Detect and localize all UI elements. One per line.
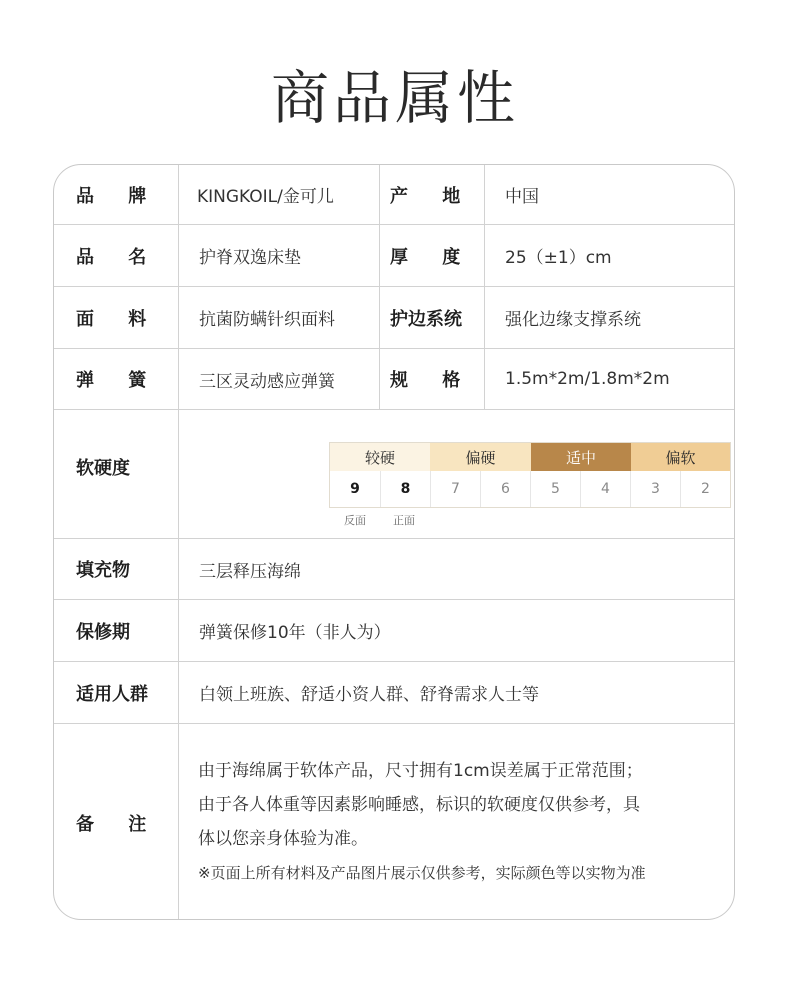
thickness-label: 厚 度 (379, 225, 484, 286)
disclaimer-note: ※页面上所有材料及产品图片展示仅供参考，实际颜色等以实物为准 (198, 864, 646, 882)
hardness-level-firm: 较硬 (330, 443, 430, 471)
hardness-number: 9 (350, 481, 360, 497)
hardness-number: 4 (580, 471, 630, 507)
hardness-number: 6 (480, 471, 530, 507)
product-name-label: 品 名 (76, 246, 161, 268)
table-row-brand (54, 165, 734, 225)
table-row-hardness (54, 410, 734, 539)
hardness-level-medium: 适中 (531, 443, 631, 471)
hardness-scale (329, 442, 731, 508)
hardness-number: 3 (630, 471, 680, 507)
fabric-label: 面 料 (76, 308, 161, 330)
hardness-number: 7 (430, 471, 480, 507)
hardness-label: 软硬度 (76, 458, 130, 479)
hardness-number: 8 (380, 471, 430, 507)
audience-label: 适用人群 (76, 683, 148, 705)
hardness-number: 5 (530, 471, 580, 507)
table-row-notes (54, 724, 734, 920)
fabric-value: 抗菌防螨针织面料 (178, 287, 379, 348)
origin-value: 中国 (484, 165, 734, 224)
size-label: 规 格 (379, 349, 484, 409)
note-line: 由于海绵属于软体产品，尺寸拥有1cm误差属于正常范围； (198, 761, 643, 781)
page-title: 商品属性 (270, 64, 519, 132)
edge-system-value: 强化边缘支撑系统 (484, 287, 734, 348)
filling-value: 三层释压海绵 (178, 539, 735, 599)
note-line: 体以您亲身体验为准。 (198, 829, 368, 849)
spec-table (53, 164, 735, 920)
product-name-value: 护脊双逸床垫 (178, 225, 379, 286)
filling-label: 填充物 (76, 560, 130, 581)
brand-value: KINGKOIL/金可儿 (178, 165, 379, 224)
notes-label: 备 注 (76, 813, 161, 835)
spring-value: 三区灵动感应弹簧 (178, 349, 379, 409)
table-row-fabric (54, 287, 734, 349)
table-row-audience (54, 662, 734, 724)
notes-content (198, 754, 735, 888)
hardness-number: 2 (680, 471, 730, 507)
table-row-warranty (54, 600, 734, 662)
hardness-level-semi-firm: 偏硬 (430, 443, 531, 471)
spring-label: 弹 簧 (76, 370, 161, 391)
table-row-filling (54, 539, 734, 600)
hardness-level-semi-soft: 偏软 (631, 443, 730, 471)
audience-value: 白领上班族、舒适小资人群、舒脊需求人士等 (178, 662, 735, 723)
hardness-front-side-label: 正面 (393, 514, 415, 527)
size-value: 1.5m*2m/1.8m*2m (484, 349, 734, 409)
table-row-spring (54, 349, 734, 410)
edge-system-label: 护边系统 (379, 287, 484, 348)
warranty-label: 保修期 (76, 621, 130, 643)
note-line: 由于各人体重等因素影响睡感，标识的软硬度仅供参考，具 (198, 795, 640, 815)
origin-label: 产 地 (379, 165, 484, 224)
hardness-back-side-label: 反面 (344, 514, 366, 527)
hardness-cell (178, 410, 735, 538)
brand-label: 品 牌 (76, 185, 161, 207)
thickness-value: 25（±1）cm (484, 225, 734, 286)
table-row-name (54, 225, 734, 287)
warranty-value: 弹簧保修10年（非人为） (178, 600, 735, 661)
